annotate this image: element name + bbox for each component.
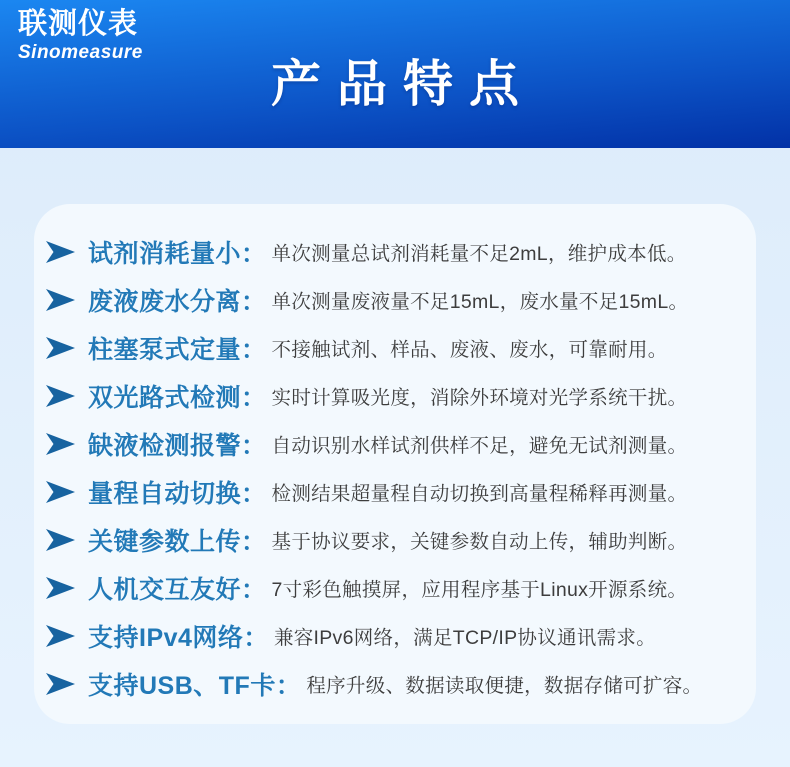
feature-row [46, 228, 746, 276]
feature-row [46, 468, 746, 516]
page-body [0, 148, 790, 767]
feature-label: 试剂消耗量小： [88, 240, 267, 268]
arrowhead-right-icon [46, 481, 75, 503]
feature-label: 缺液检测报警： [88, 432, 267, 460]
feature-label: 支持USB、TF卡： [88, 672, 302, 700]
feature-label: 双光路式检测： [88, 384, 267, 412]
brand-logo-english: Sinomeasure [18, 42, 143, 63]
arrowhead-right-icon [46, 289, 75, 311]
feature-label: 废液废水分离： [88, 288, 267, 316]
feature-description: 不接触试剂、样品、废液、废水，可靠耐用。 [271, 339, 668, 361]
feature-label: 关键参数上传： [88, 528, 267, 556]
feature-description: 单次测量废液量不足15mL，废水量不足15mL。 [271, 291, 689, 313]
arrowhead-right-icon [46, 529, 75, 551]
feature-row [46, 372, 746, 420]
arrowhead-right-icon [46, 337, 75, 359]
feature-description: 自动识别水样试剂供样不足，避免无试剂测量。 [271, 435, 688, 457]
feature-label: 柱塞泵式定量： [88, 336, 267, 364]
feature-label: 量程自动切换： [88, 480, 267, 508]
feature-row [46, 612, 746, 660]
arrowhead-right-icon [46, 625, 75, 647]
feature-description: 实时计算吸光度，消除外环境对光学系统干扰。 [271, 387, 688, 409]
feature-description: 兼容IPv6网络，满足TCP/IP协议通讯需求。 [273, 627, 656, 649]
arrowhead-right-icon [46, 673, 75, 695]
feature-label: 人机交互友好： [88, 576, 267, 604]
feature-description: 单次测量总试剂消耗量不足2mL，维护成本低。 [271, 243, 687, 265]
feature-description: 基于协议要求，关键参数自动上传，辅助判断。 [271, 531, 688, 553]
feature-row [46, 516, 746, 564]
feature-row [46, 276, 746, 324]
arrowhead-right-icon [46, 241, 75, 263]
feature-description: 检测结果超量程自动切换到高量程稀释再测量。 [271, 483, 688, 505]
page-header [0, 0, 790, 148]
feature-description: 程序升级、数据读取便捷，数据存储可扩容。 [306, 675, 703, 697]
arrowhead-right-icon [46, 577, 75, 599]
feature-row [46, 564, 746, 612]
arrowhead-right-icon [46, 433, 75, 455]
features-card [34, 204, 756, 724]
feature-row [46, 324, 746, 372]
feature-row [46, 420, 746, 468]
feature-description: 7寸彩色触摸屏，应用程序基于Linux开源系统。 [271, 579, 688, 601]
feature-row [46, 660, 746, 708]
brand-logo-chinese: 联测仪表 [18, 8, 139, 40]
page-title: 产品特点 [271, 56, 535, 112]
arrowhead-right-icon [46, 385, 75, 407]
feature-label: 支持IPv4网络： [88, 624, 269, 652]
